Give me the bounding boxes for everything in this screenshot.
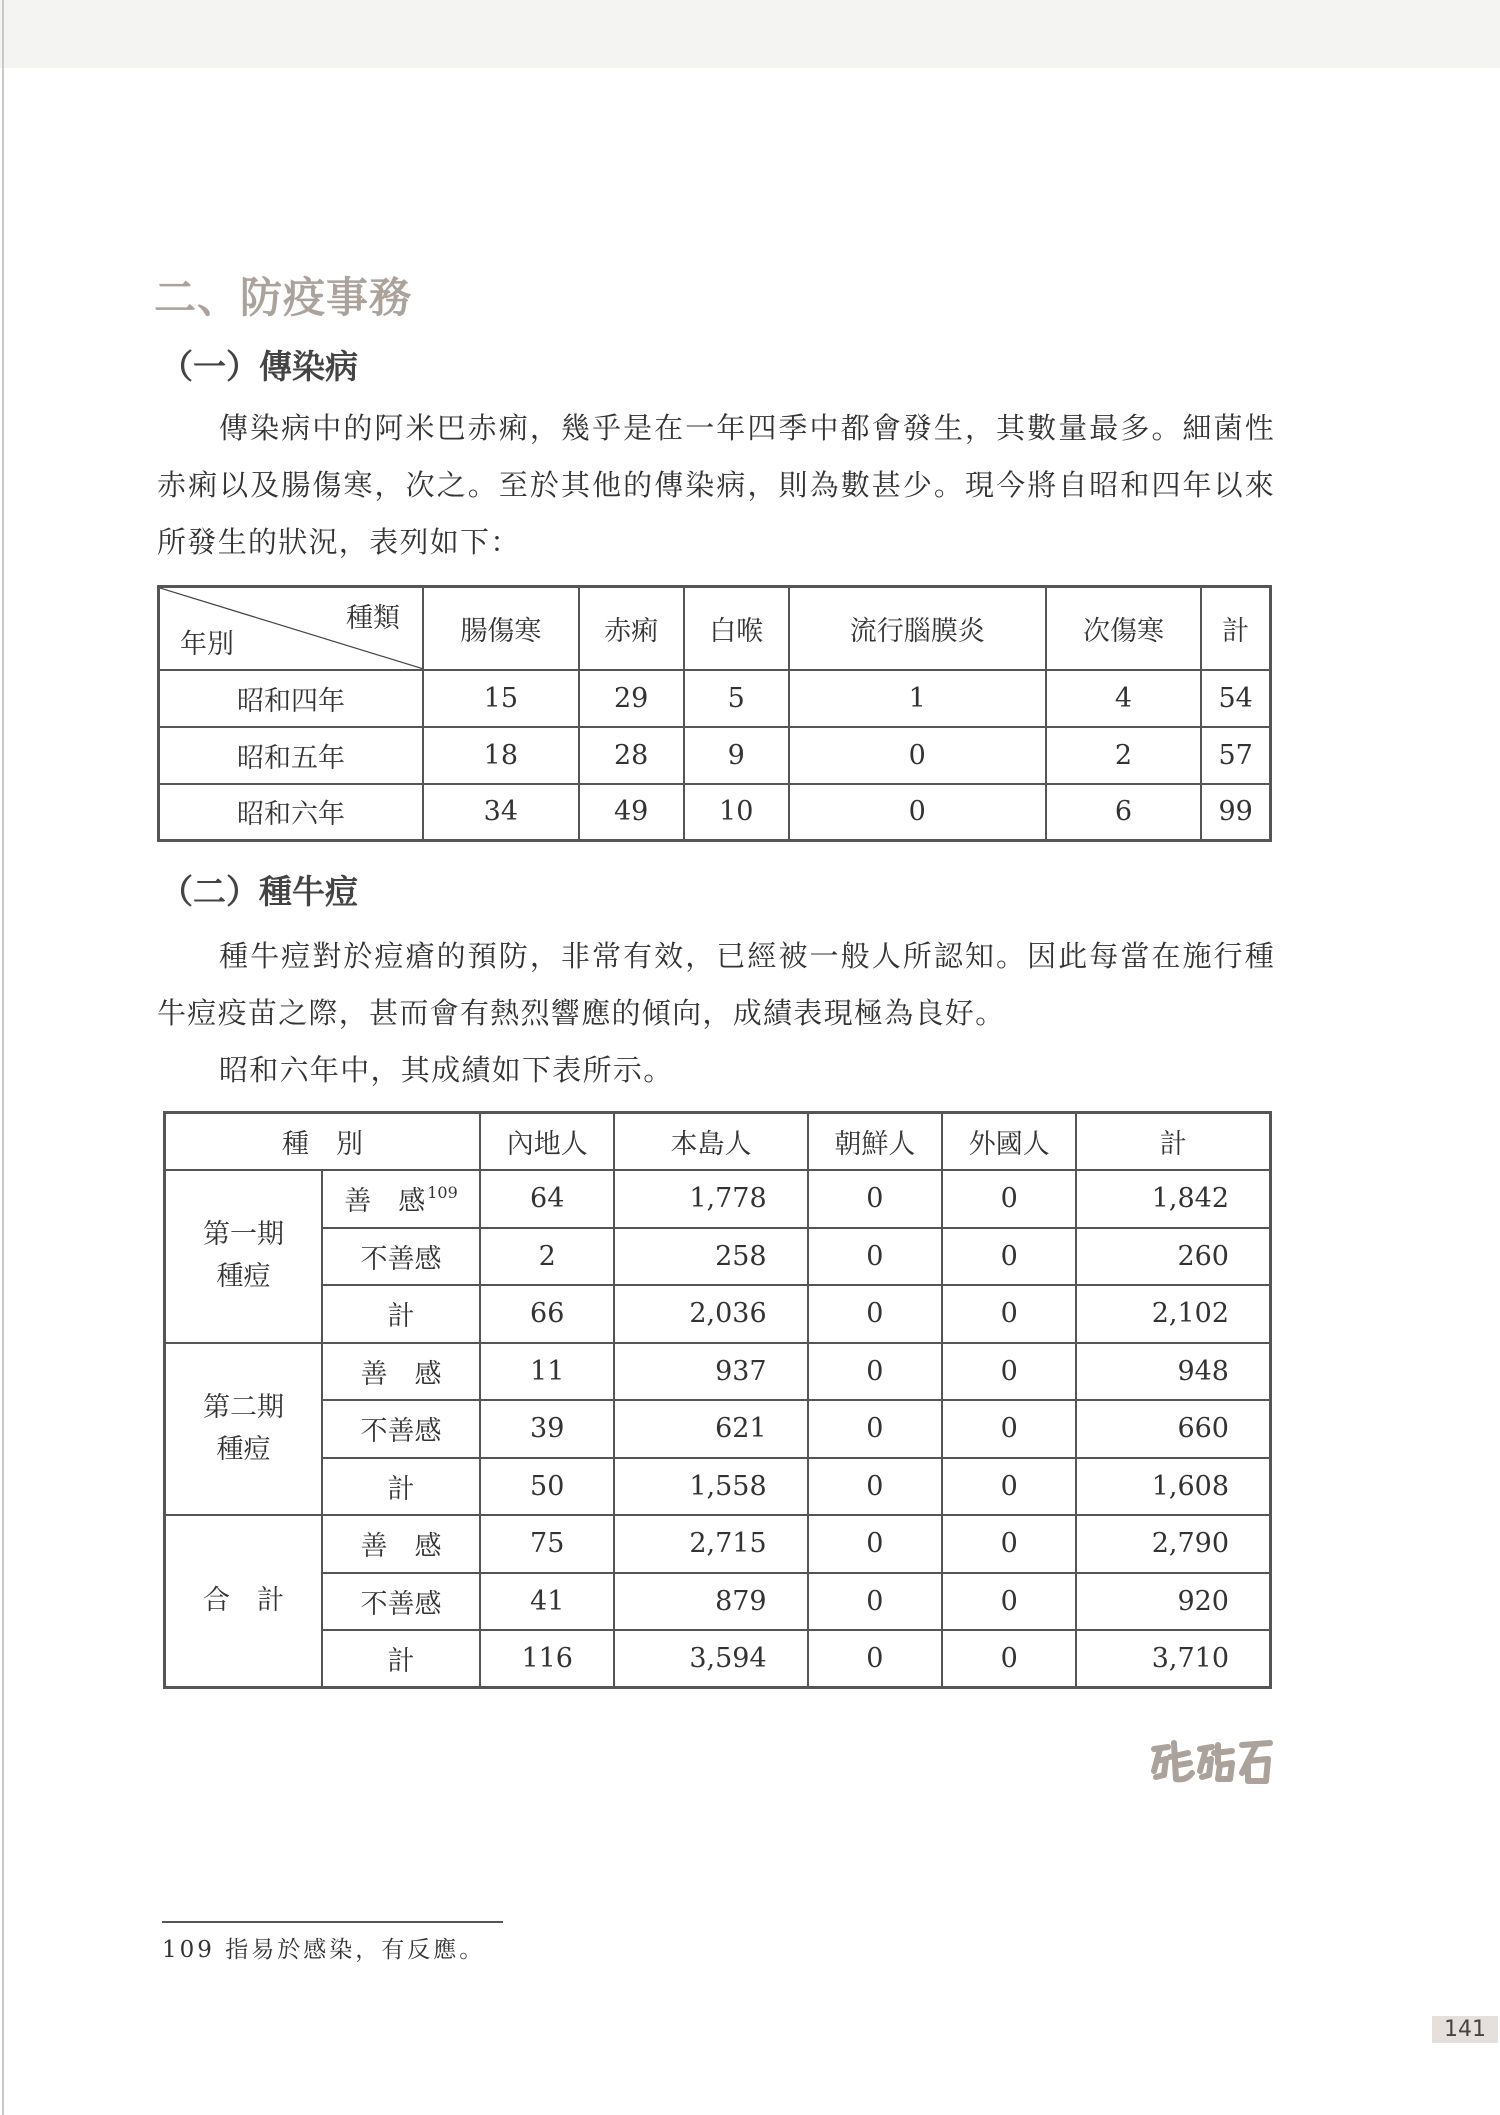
- group-label-line1: 合 計: [203, 1585, 284, 1616]
- cell-value: 0: [808, 1515, 942, 1573]
- row-label: 善 感: [322, 1515, 480, 1573]
- cell-value: 0: [808, 1228, 942, 1286]
- cell-value: 0: [942, 1343, 1076, 1401]
- column-header: 赤痢: [579, 587, 684, 670]
- table-row: [165, 1573, 1271, 1631]
- table-row: [165, 1400, 1271, 1458]
- cell-total: 260: [1076, 1228, 1270, 1286]
- scan-top-band: [0, 0, 1500, 68]
- cell-value: 2,036: [614, 1285, 807, 1343]
- cell-value: 937: [614, 1343, 807, 1401]
- row-label: 不善感: [322, 1228, 480, 1286]
- cell-value: 64: [480, 1170, 614, 1228]
- column-header: 腸傷寒: [423, 587, 579, 670]
- column-header: 白喉: [684, 587, 789, 670]
- table-row: [159, 670, 1271, 727]
- row-year: 昭和四年: [159, 670, 424, 727]
- row-label: 善 感: [322, 1343, 480, 1401]
- row-year: 昭和五年: [159, 727, 424, 784]
- cell-value: 0: [942, 1458, 1076, 1516]
- group-label-line2: 種痘: [216, 1433, 271, 1465]
- cell-value: 10: [684, 784, 789, 841]
- cell-value: 49: [579, 784, 684, 841]
- group-label: [165, 1170, 323, 1343]
- cell-value: 5: [684, 670, 789, 727]
- diagonal-header-cell: [159, 587, 424, 670]
- column-header: 次傷寒: [1046, 587, 1202, 670]
- group-label-line1: 第二期: [203, 1391, 284, 1423]
- cell-value: 2: [1046, 727, 1202, 784]
- cell-value: 0: [942, 1285, 1076, 1343]
- cell-total: 2,102: [1076, 1285, 1270, 1343]
- cell-total: 3,710: [1076, 1630, 1270, 1688]
- cell-value: 29: [579, 670, 684, 727]
- cell-value: 0: [789, 727, 1046, 784]
- table-row: [159, 784, 1271, 841]
- row-label: [322, 1170, 480, 1228]
- table-row: [165, 1285, 1271, 1343]
- cell-value: 2: [480, 1228, 614, 1286]
- cell-total: 948: [1076, 1343, 1270, 1401]
- table-header-row: [159, 587, 1271, 670]
- cell-value: 258: [614, 1228, 807, 1286]
- cell-value: 621: [614, 1400, 807, 1458]
- scan-left-edge: [2, 0, 4, 2115]
- subsection-title-infectious-disease: （一）傳染病: [160, 347, 358, 386]
- table-row: [165, 1228, 1271, 1286]
- column-header: 本島人: [614, 1113, 807, 1171]
- cell-value: 3,594: [614, 1630, 807, 1688]
- group-label-line2: 種痘: [216, 1261, 271, 1293]
- cell-total: 1,842: [1076, 1170, 1270, 1228]
- vaccination-table-intro: 昭和六年中，其成績如下表所示。: [219, 1053, 674, 1087]
- footnote-divider: [162, 1921, 503, 1923]
- table-row: [165, 1343, 1271, 1401]
- infectious-disease-table: [157, 585, 1272, 842]
- cell-value: 0: [942, 1170, 1076, 1228]
- column-header: 朝鮮人: [808, 1113, 942, 1171]
- row-label: 計: [322, 1458, 480, 1516]
- cell-value: 116: [480, 1630, 614, 1688]
- cell-value: 41: [480, 1573, 614, 1631]
- footnote: [162, 1931, 485, 1964]
- cell-value: 50: [480, 1458, 614, 1516]
- cell-value: 39: [480, 1400, 614, 1458]
- cell-value: 18: [423, 727, 579, 784]
- page-number: 141: [1432, 2016, 1498, 2043]
- column-header: 計: [1076, 1113, 1270, 1171]
- cell-value: 0: [942, 1228, 1076, 1286]
- cell-value: 2,715: [614, 1515, 807, 1573]
- column-header: 內地人: [480, 1113, 614, 1171]
- cell-value: 1: [789, 670, 1046, 727]
- cell-value: 0: [808, 1343, 942, 1401]
- table-row: [165, 1458, 1271, 1516]
- table-header-row: [165, 1113, 1271, 1171]
- cell-value: 0: [808, 1170, 942, 1228]
- column-header: 計: [1201, 587, 1270, 670]
- cell-value: 6: [1046, 784, 1202, 841]
- cell-value: 1,778: [614, 1170, 807, 1228]
- cell-value: 879: [614, 1573, 807, 1631]
- cell-value: 11: [480, 1343, 614, 1401]
- row-year: 昭和六年: [159, 784, 424, 841]
- cell-value: 0: [942, 1400, 1076, 1458]
- cell-value: 0: [942, 1630, 1076, 1688]
- subsection-title-vaccination: （二）種牛痘: [160, 872, 358, 911]
- cell-value: 34: [423, 784, 579, 841]
- cell-total: 99: [1201, 784, 1270, 841]
- infectious-disease-paragraph: 傳染病中的阿米巴赤痢，幾乎是在一年四季中都會發生，其數量最多。細菌性赤痢以及腸傷寒，次之。至於其他的傳染病，則為數甚少。現今將自昭和四年以來所發生的狀況，表列如下：: [157, 411, 1275, 559]
- group-label-line1: 第一期: [203, 1219, 284, 1251]
- section-title: 二、防疫事務: [154, 273, 413, 322]
- row-label: 不善感: [322, 1573, 480, 1631]
- cell-value: 28: [579, 727, 684, 784]
- cell-value: 0: [808, 1400, 942, 1458]
- cell-total: 1,608: [1076, 1458, 1270, 1516]
- column-header: 流行腦膜炎: [789, 587, 1046, 670]
- cell-value: 0: [808, 1458, 942, 1516]
- cell-total: 920: [1076, 1573, 1270, 1631]
- cell-value: 0: [808, 1285, 942, 1343]
- header-type: 種 別: [165, 1113, 481, 1171]
- cell-value: 0: [789, 784, 1046, 841]
- cell-value: 4: [1046, 670, 1202, 727]
- vaccination-results-table: [163, 1111, 1272, 1689]
- cell-value: 15: [423, 670, 579, 727]
- vaccination-paragraph: 種牛痘對於痘瘡的預防，非常有效，已經被一般人所認知。因此每當在施行種牛痘疫苗之際，甚而會有熱烈響應的傾向，成績表現極為良好。: [157, 939, 1275, 1030]
- group-label: [165, 1515, 323, 1688]
- cell-value: 9: [684, 727, 789, 784]
- cell-value: 0: [808, 1630, 942, 1688]
- table-row: [165, 1630, 1271, 1688]
- header-year-label: 年別: [180, 628, 234, 660]
- table-row: [165, 1170, 1271, 1228]
- cell-total: 57: [1201, 727, 1270, 784]
- row-label: 不善感: [322, 1400, 480, 1458]
- group-label: [165, 1343, 323, 1516]
- cell-value: 0: [808, 1573, 942, 1631]
- footnote-text: 指易於感染，有反應。: [225, 1937, 486, 1963]
- cell-total: 2,790: [1076, 1515, 1270, 1573]
- row-label: 計: [322, 1630, 480, 1688]
- row-label: 計: [322, 1285, 480, 1343]
- footnote-number: 109: [162, 1937, 215, 1963]
- cell-value: 0: [942, 1573, 1076, 1631]
- row-label-text: 善 感: [344, 1186, 426, 1218]
- cell-value: 66: [480, 1285, 614, 1343]
- calligraphy-logo: [1148, 1735, 1273, 1787]
- table-row: [159, 727, 1271, 784]
- cell-value: 75: [480, 1515, 614, 1573]
- column-header: 外國人: [942, 1113, 1076, 1171]
- footnote-ref[interactable]: 109: [427, 1183, 458, 1203]
- header-kind-label: 種類: [346, 603, 400, 634]
- table-row: [165, 1515, 1271, 1573]
- cell-total: 54: [1201, 670, 1270, 727]
- cell-value: 0: [942, 1515, 1076, 1573]
- cell-total: 660: [1076, 1400, 1270, 1458]
- cell-value: 1,558: [614, 1458, 807, 1516]
